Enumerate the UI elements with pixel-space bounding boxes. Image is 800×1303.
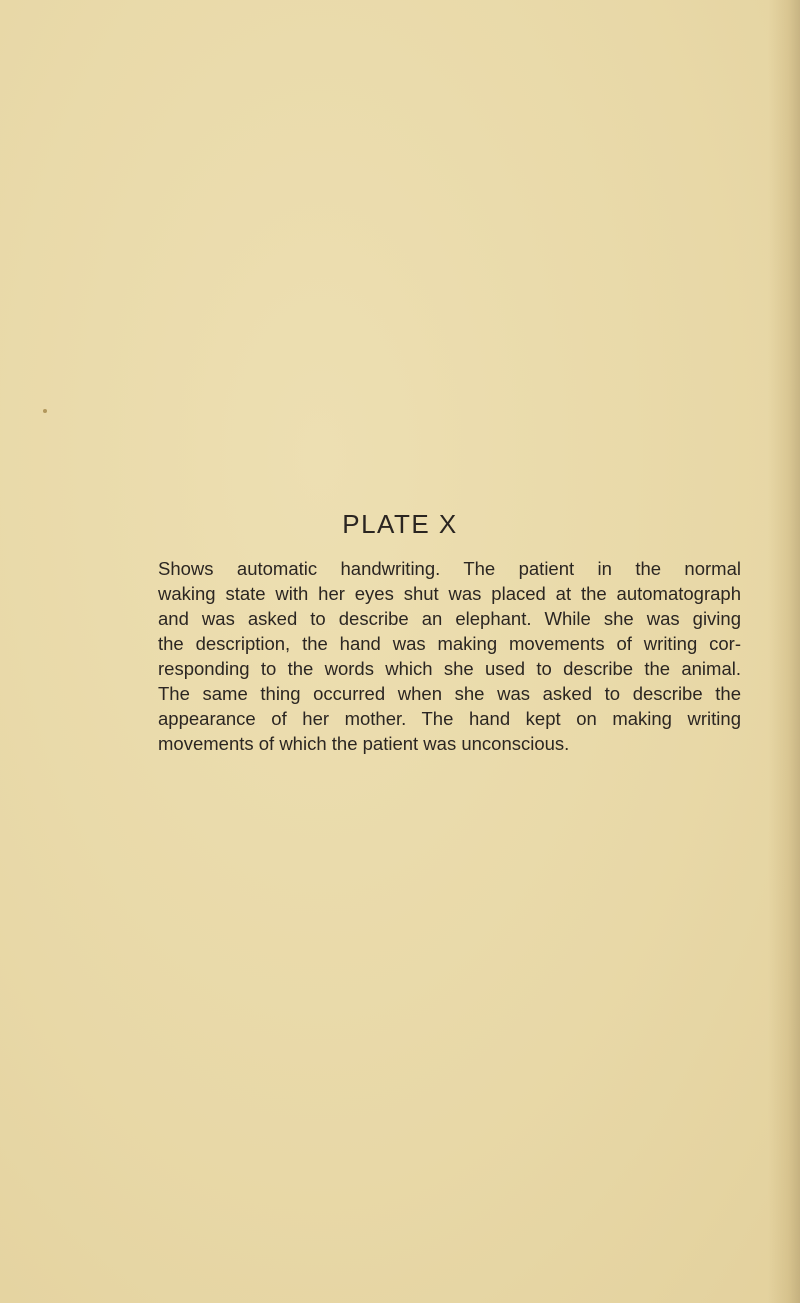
caption-line: and was asked to describe an elephant. While she was giving [158, 608, 741, 629]
caption-line: Shows automatic handwriting. The patient in the normal [158, 558, 741, 579]
caption-line: appearance of her mother. The hand kept on making writing [158, 708, 741, 729]
caption-line: waking state with her eyes shut was placed at the automatograph [158, 583, 741, 604]
caption-line: the description, the hand was making movements of writing cor- [158, 633, 741, 654]
caption-line: The same thing occurred when she was asked to describe the [158, 683, 741, 704]
paper-speck [43, 409, 47, 413]
caption-line: movements of which the patient was unconscious. [158, 733, 570, 754]
plate-title: PLATE X [342, 509, 458, 539]
caption-line: responding to the words which she used to describe the animal. [158, 658, 741, 679]
plate-caption [158, 556, 741, 756]
